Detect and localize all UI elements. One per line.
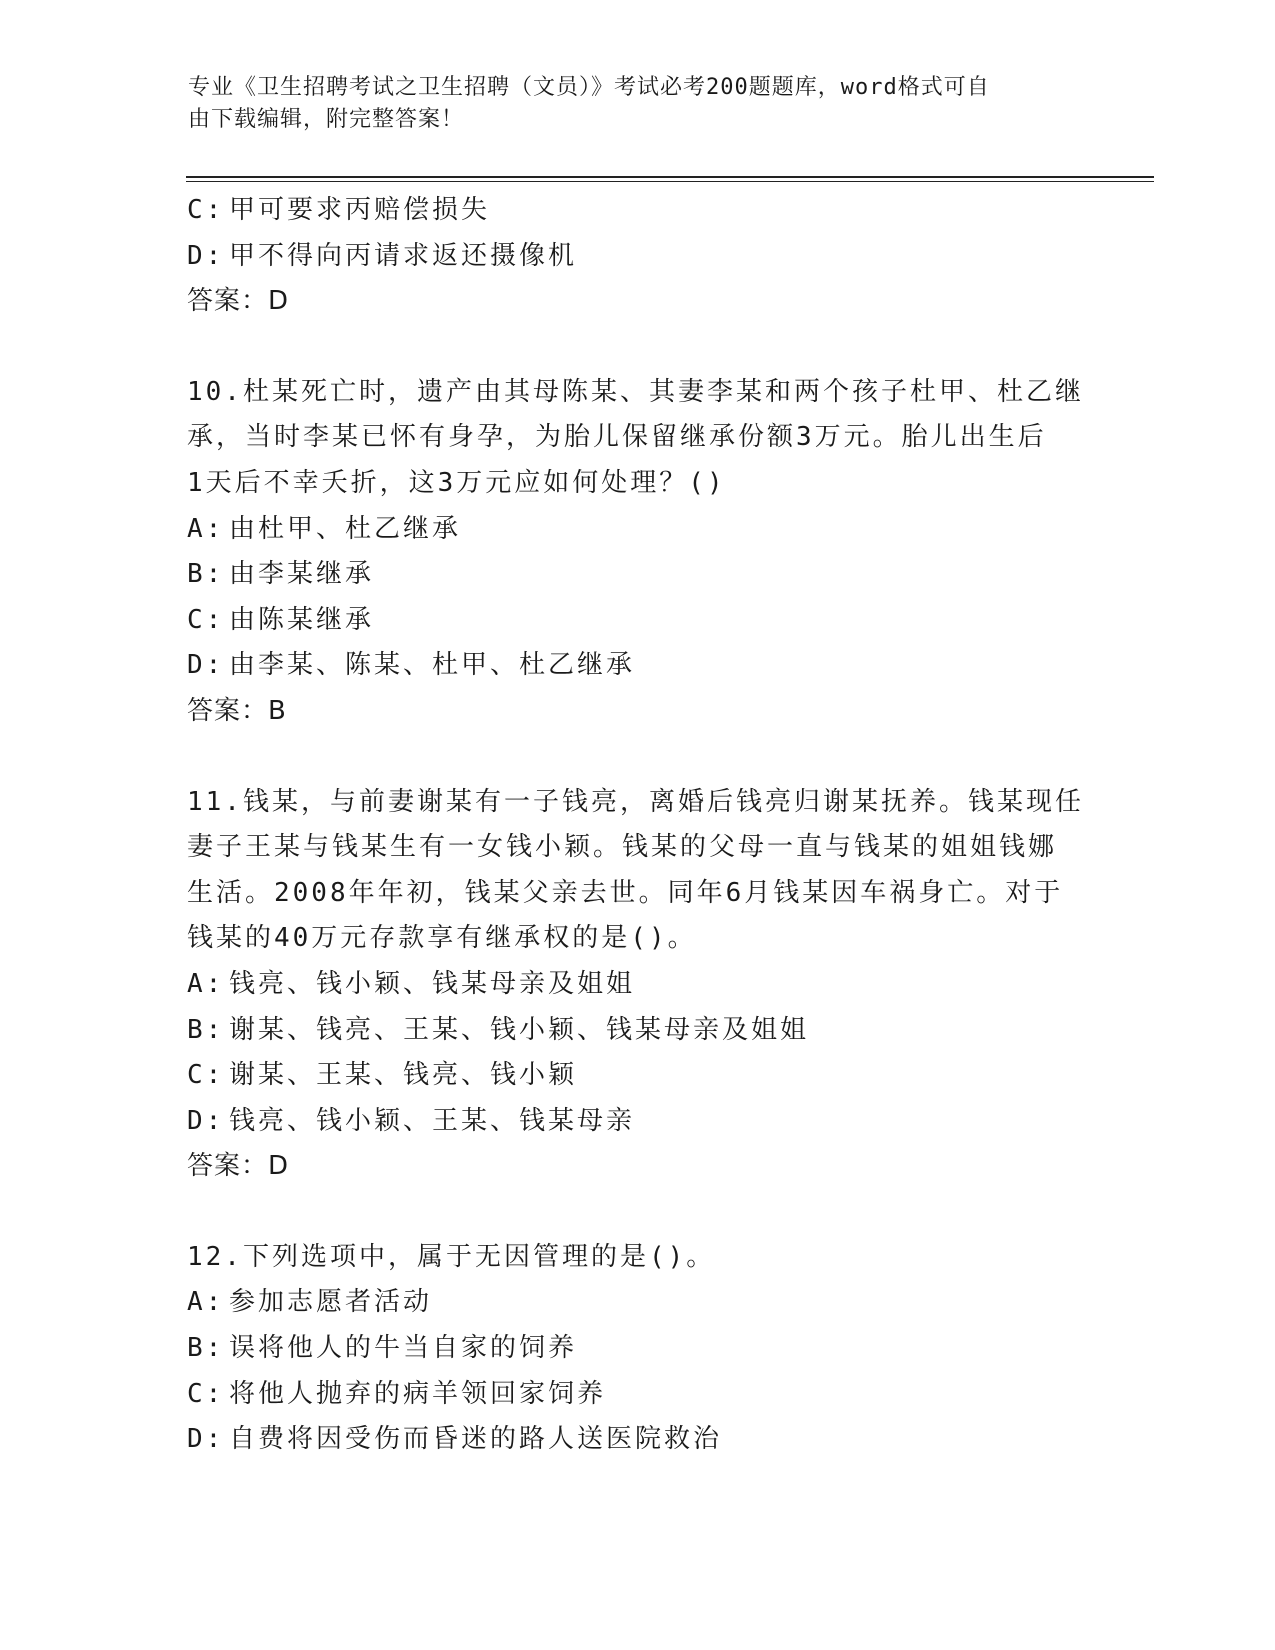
question-stem-line: 妻子王某与钱某生有一女钱小颖。钱某的父母一直与钱某的姐姐钱娜 [187,832,1058,863]
option-c [187,598,1087,644]
option-a [187,962,1087,1008]
option-b [187,1008,1087,1054]
header-divider-thin [186,181,1154,182]
option-key: A: [187,1287,225,1318]
question-stem-line: 钱某的40万元存款享有继承权的是()。 [187,923,697,954]
option-d [187,643,1087,689]
option-key: D: [187,240,225,271]
option-d [187,1417,1087,1463]
option-key: A: [187,968,225,999]
option-key: D: [187,1424,225,1455]
document-header [188,72,1068,136]
answer-line: 答案：B [187,695,287,726]
option-key: B: [187,1333,225,1364]
question-stem-line: 12.下列选项中，属于无因管理的是()。 [187,1241,716,1272]
option-text: 误将他人的牛当自家的饲养 [229,1333,578,1364]
option-text: 将他人抛弃的病羊领回家饲养 [229,1378,607,1409]
question-11 [187,780,1087,1190]
question-stem-line: 1天后不幸夭折，这3万元应如何处理？() [187,467,726,498]
option-key: C: [187,1378,225,1409]
option-a [187,1280,1087,1326]
question-stem-line: 10.杜某死亡时，遗产由其母陈某、其妻李某和两个孩子杜甲、杜乙继 [187,376,1084,407]
option-text: 由李某继承 [229,559,375,590]
option-key: B: [187,559,225,590]
option-key: C: [187,604,225,635]
option-text: 甲可要求丙赔偿损失 [229,195,491,225]
option-text: 甲不得向丙请求返还摄像机 [229,240,578,271]
question-stem-line: 生活。2008年年初，钱某父亲去世。同年6月钱某因车祸身亡。对于 [187,877,1064,908]
header-line-1: 专业《卫生招聘考试之卫生招聘（文员）》考试必考200题题库，word格式可自 [188,75,990,100]
option-key: D: [187,1105,225,1136]
option-key: A: [187,513,225,544]
option-c [187,1372,1087,1418]
header-divider-thick [186,176,1154,178]
header-line-2: 由下载编辑，附完整答案！ [188,107,465,132]
option-text: 由李某、陈某、杜甲、杜乙继承 [229,650,636,681]
option-text: 钱亮、钱小颖、钱某母亲及姐姐 [229,968,636,999]
option-c [187,188,1087,234]
carryover-block [187,188,1087,325]
answer-line: 答案：D [187,1151,290,1182]
question-10 [187,370,1087,735]
question-stem-line: 承，当时李某已怀有身孕，为胎儿保留继承份额3万元。胎儿出生后 [187,422,1047,453]
option-a [187,507,1087,553]
option-key: B: [187,1014,225,1045]
question-stem-line: 11.钱某，与前妻谢某有一子钱亮，离婚后钱亮归谢某抚养。钱某现任 [187,786,1084,817]
option-c [187,1053,1087,1099]
option-d [187,1099,1087,1145]
option-text: 自费将因受伤而昏迷的路人送医院救治 [229,1424,723,1455]
answer-line: 答案：D [187,286,290,317]
option-key: D: [187,650,225,681]
option-text: 由杜甲、杜乙继承 [229,513,462,544]
option-key: C: [187,1060,225,1091]
option-d [187,234,1087,280]
question-12 [187,1235,1087,1463]
option-text: 钱亮、钱小颖、王某、钱某母亲 [229,1105,636,1136]
option-text: 谢某、钱亮、王某、钱小颖、钱某母亲及姐姐 [229,1014,810,1045]
option-b [187,1326,1087,1372]
option-text: 由陈某继承 [229,604,375,635]
option-text: 谢某、王某、钱亮、钱小颖 [229,1060,578,1091]
question-content [187,188,1087,1463]
option-text: 参加志愿者活动 [229,1287,433,1318]
option-key: C: [187,195,225,225]
option-b [187,552,1087,598]
